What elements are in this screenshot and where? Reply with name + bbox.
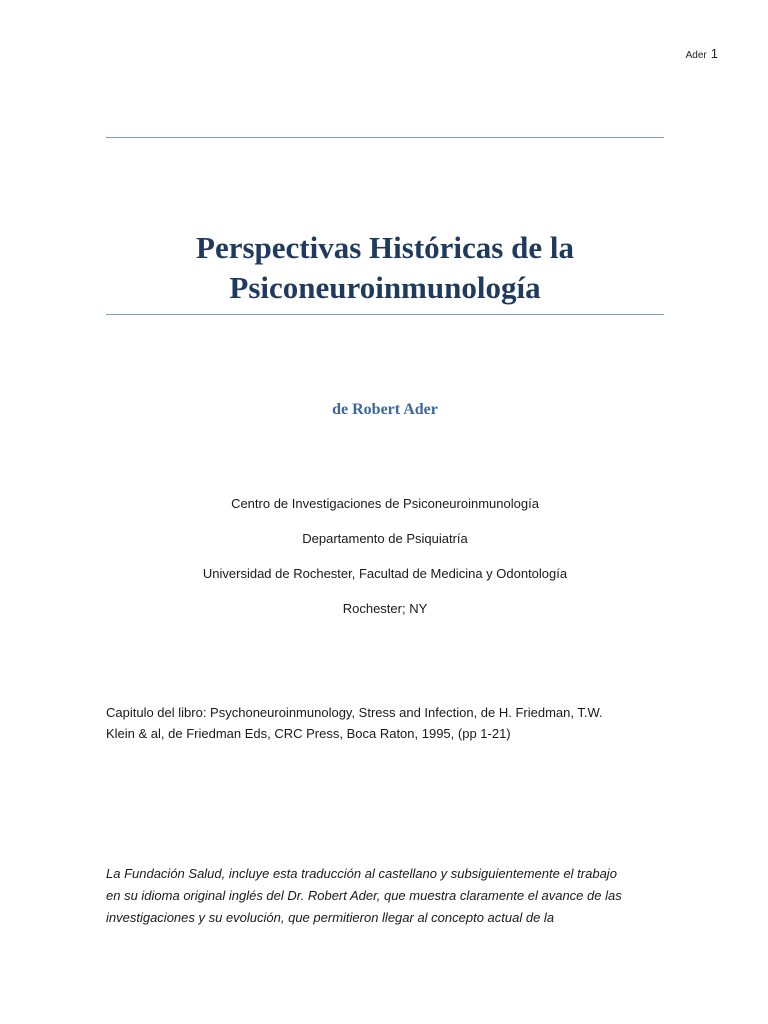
affiliation-center: Centro de Investigaciones de Psiconeuroinmunología — [231, 496, 539, 511]
page-header — [686, 46, 718, 61]
intro-line-2: en su idioma original inglés del Dr. Robert Ader, que muestra claramente el avance de las — [106, 888, 622, 903]
affiliation-location: Rochester; NY — [342, 601, 428, 616]
title-line-1: Perspectivas Históricas de la — [196, 230, 574, 265]
document-title — [106, 228, 664, 308]
book-citation — [106, 702, 666, 744]
author-byline: de Robert Ader — [332, 401, 438, 418]
title-bottom-rule — [106, 314, 664, 315]
affiliation-university: Universidad de Rochester, Facultad de Medicina y Odontología — [202, 566, 568, 581]
citation-line-1: Capitulo del libro: Psychoneuroinmunology, Stress and Infection, de H. Friedman, T.W. — [106, 705, 603, 720]
title-line-2: Psiconeuroinmunología — [229, 270, 541, 305]
citation-line-2: Klein & al, de Friedman Eds, CRC Press, Boca Raton, 1995, (pp 1-21) — [106, 726, 511, 741]
intro-line-3: investigaciones y su evolución, que permitieron llegar al concepto actual de la — [106, 910, 555, 925]
affiliation-department: Departamento de Psiquiatría — [302, 531, 468, 546]
intro-paragraph — [106, 863, 668, 929]
intro-line-1: La Fundación Salud, incluye esta traducción al castellano y subsiguientemente el trabajo — [106, 866, 617, 881]
header-author: Ader — [685, 50, 707, 61]
page-number: 1 — [710, 46, 718, 61]
title-top-rule — [106, 137, 664, 138]
affiliation-block — [106, 494, 664, 634]
